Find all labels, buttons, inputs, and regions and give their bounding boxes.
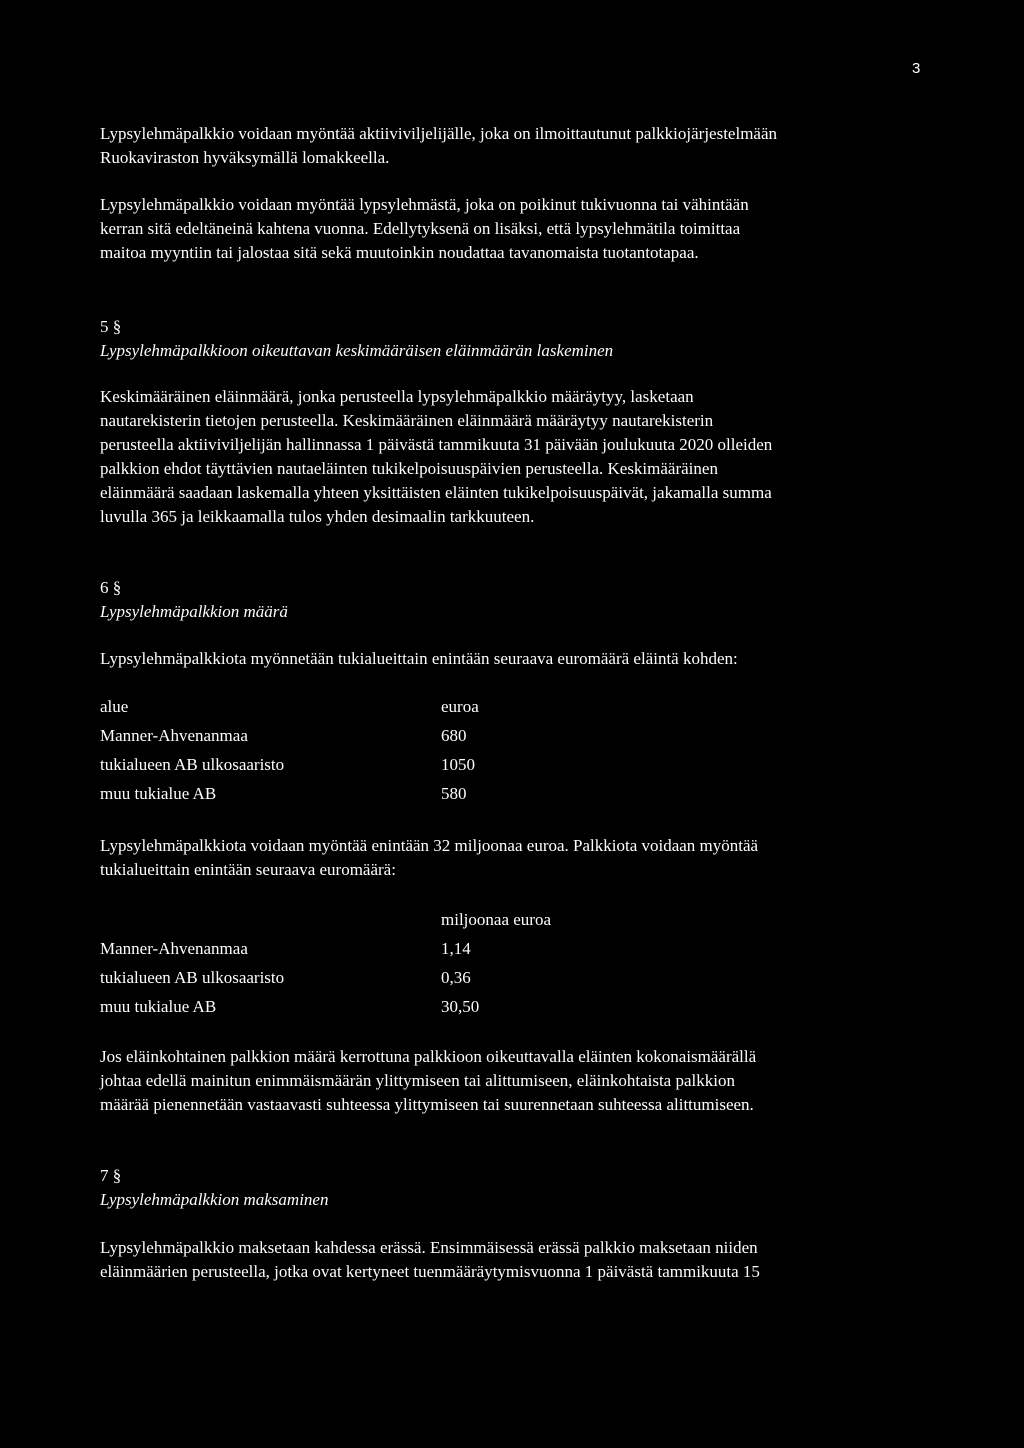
section-7-heading (100, 1164, 930, 1212)
text-line: Keskimääräinen eläinmäärä, jonka perusteella lypsylehmäpalkkio määräytyy, lasketaan (100, 387, 694, 406)
table-row (100, 997, 551, 1026)
text-line: tukialueittain enintään seuraava euromäärä: (100, 860, 396, 879)
table-cell: tukialueen AB ulkosaaristo (100, 755, 285, 774)
text-line: eläinmäärien perusteella, jotka ovat kertyneet tuenmääräytymisvuonna 1 päivästä tammikuuta 15 (100, 1262, 760, 1281)
section-6-closing (100, 1045, 930, 1117)
table-row (100, 939, 551, 968)
table-cell: muu tukialue AB (100, 784, 217, 803)
table-row (100, 755, 479, 784)
section-6-intro (100, 647, 930, 671)
section-7-paragraph (100, 1236, 930, 1284)
text-line: Ruokaviraston hyväksymällä lomakkeella. (100, 148, 390, 167)
column-header: euroa (441, 697, 479, 716)
table-cell: 30,50 (441, 997, 480, 1016)
table-cell: 0,36 (441, 968, 471, 987)
text-line: nautarekisterin tietojen perusteella. Keskimääräinen eläinmäärä määräytyy nautarekisterin (100, 411, 714, 430)
table-row (100, 726, 479, 755)
section-5-heading (100, 315, 930, 363)
section-title: Lypsylehmäpalkkion maksaminen (100, 1190, 329, 1209)
table-cell: 1,14 (441, 939, 471, 958)
text-line: Lypsylehmäpalkkiota myönnetään tukialueittain enintään seuraava euromäärä eläintä kohden: (100, 649, 738, 668)
section-number: 6 § (100, 578, 122, 597)
text-line: luvulla 365 ja leikkaamalla tulos yhden desimaalin tarkkuuteen. (100, 507, 535, 526)
max-amount-table (100, 910, 551, 1026)
text-line: Lypsylehmäpalkkio maksetaan kahdessa erässä. Ensimmäisessä erässä palkkio maksetaan niiden (100, 1238, 758, 1257)
section-6-cap-paragraph (100, 834, 930, 882)
section-number: 7 § (100, 1166, 122, 1185)
table-cell: 580 (441, 784, 467, 803)
text-line: palkkion ehdot täyttävien nautaeläinten tukikelpoisuuspäivien perusteella. Keskimääräinen (100, 459, 718, 478)
table-cell: tukialueen AB ulkosaaristo (100, 968, 285, 987)
section-6-heading (100, 576, 930, 624)
table-cell: 680 (441, 726, 467, 745)
section-number: 5 § (100, 317, 122, 336)
table-cell: Manner-Ahvenanmaa (100, 939, 248, 958)
table-cell: muu tukialue AB (100, 997, 217, 1016)
text-line: Jos eläinkohtainen palkkion määrä kerrottuna palkkioon oikeuttavalla eläinten kokonaismäärällä (100, 1047, 757, 1066)
text-line: eläinmäärä saadaan laskemalla yhteen yksittäisten eläinten tukikelpoisuuspäivät, jakamalla summa (100, 483, 772, 502)
text-line: määrää pienennetään vastaavasti suhteessa ylittymiseen tai suurennetaan suhteessa alittumiseen. (100, 1095, 754, 1114)
text-line: johtaa edellä mainitun enimmäismäärän ylittymiseen tai alittumiseen, eläinkohtaista palkkion (100, 1071, 735, 1090)
table-header-row (100, 910, 551, 939)
text-line: perusteella aktiiviviljelijän hallinnassa 1 päivästä tammikuuta 31 päivään joulukuuta 2020 olleiden (100, 435, 773, 454)
table-row (100, 968, 551, 997)
intro-paragraph-2 (100, 193, 930, 265)
section-title: Lypsylehmäpalkkion määrä (100, 602, 288, 621)
text-line: Lypsylehmäpalkkio voidaan myöntää aktiiviviljelijälle, joka on ilmoittautunut palkkiojärjestelmään (100, 124, 778, 143)
text-line: kerran sitä edeltäneinä kahtena vuonna. Edellytyksenä on lisäksi, että lypsylehmätila toimittaa (100, 219, 741, 238)
column-header (100, 910, 441, 939)
text-line: maitoa myyntiin tai jalostaa sitä sekä muutoinkin noudattaa tavanomaista tuotantotapaa. (100, 243, 699, 262)
table-row (100, 784, 479, 813)
table-header-row (100, 697, 479, 726)
column-header: alue (100, 697, 129, 716)
column-header: miljoonaa euroa (441, 910, 551, 929)
text-line: Lypsylehmäpalkkio voidaan myöntää lypsylehmästä, joka on poikinut tukivuonna tai vähintään (100, 195, 749, 214)
page-number: 3 (912, 60, 921, 77)
section-5-paragraph (100, 385, 930, 529)
intro-paragraph-1 (100, 122, 930, 170)
text-line: Lypsylehmäpalkkiota voidaan myöntää enintään 32 miljoonaa euroa. Palkkiota voidaan myöntää (100, 836, 759, 855)
amount-per-animal-table (100, 697, 479, 813)
section-title: Lypsylehmäpalkkioon oikeuttavan keskimääräisen eläinmäärän laskeminen (100, 341, 614, 360)
table-cell: Manner-Ahvenanmaa (100, 726, 248, 745)
table-cell: 1050 (441, 755, 475, 774)
